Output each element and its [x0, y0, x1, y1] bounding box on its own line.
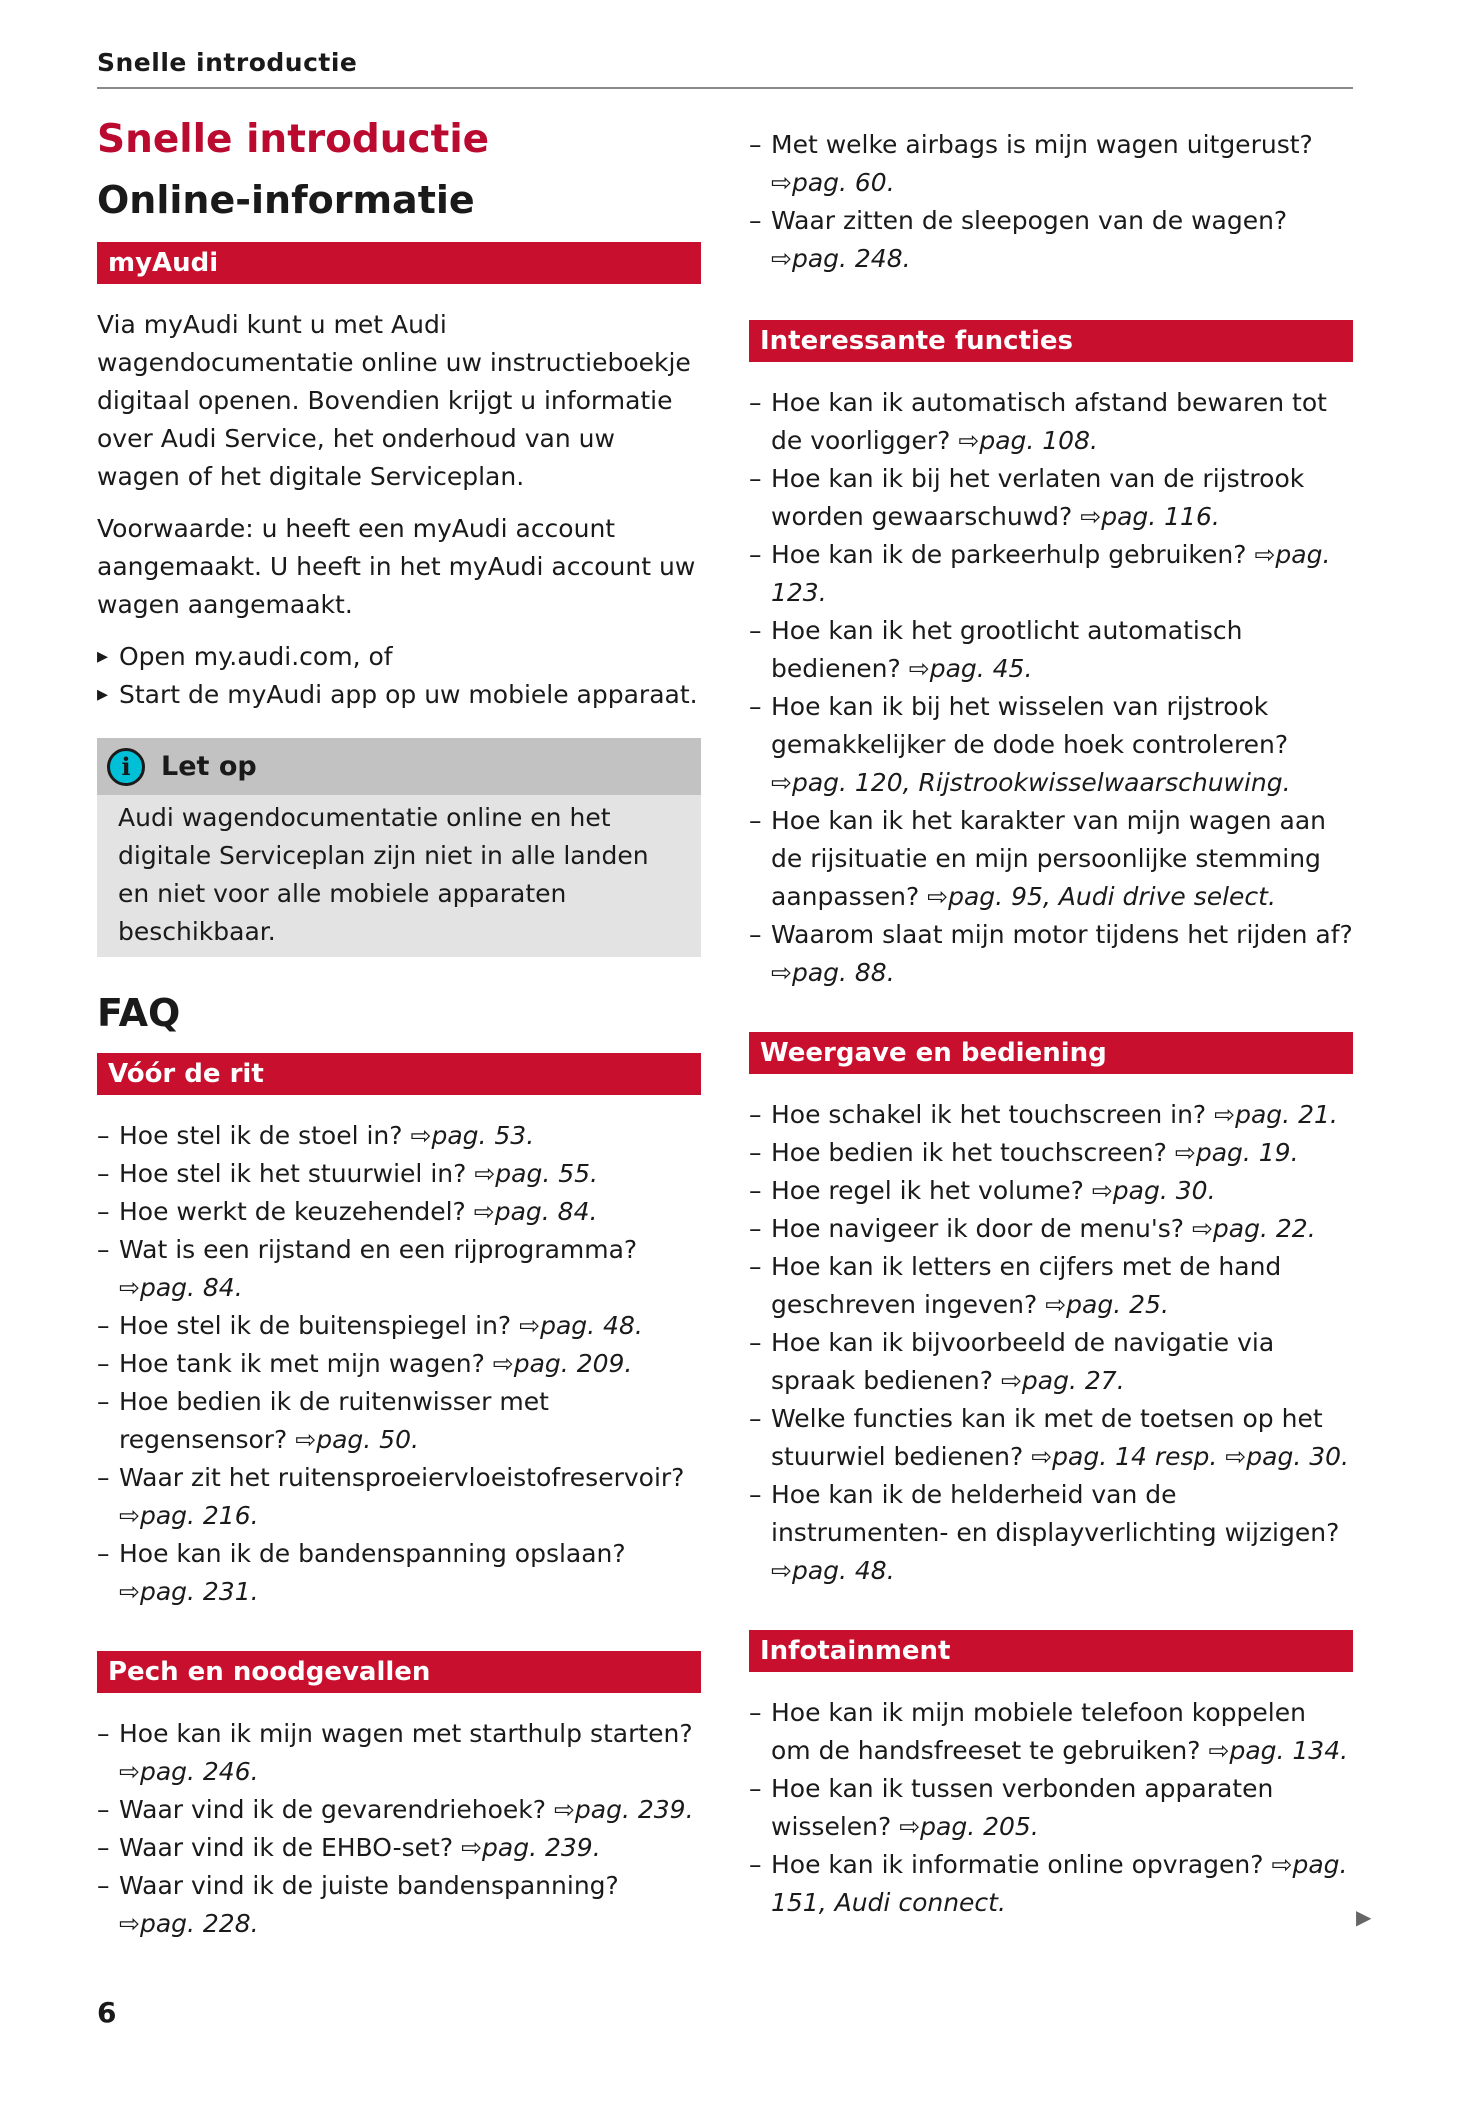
page-reference-link[interactable]: ⇨pag. 120, Rijstrookwisselwaarschuwing.	[771, 768, 1291, 797]
faq-list	[97, 1715, 701, 1943]
faq-item	[97, 1155, 701, 1193]
faq-question: Hoe stel ik de stoel in?	[119, 1121, 403, 1150]
faq-list	[749, 1096, 1353, 1590]
faq-list	[749, 384, 1353, 992]
faq-question: Waar zitten de sleepogen van de wagen?	[771, 206, 1288, 235]
faq-item	[749, 1096, 1353, 1134]
faq-question: Hoe werkt de keuzehendel?	[119, 1197, 466, 1226]
left-column	[97, 118, 701, 1983]
faq-item	[749, 1694, 1353, 1770]
page-reference-link[interactable]: ⇨pag. 19.	[1174, 1138, 1299, 1167]
faq-item	[749, 1846, 1353, 1922]
faq-item	[749, 1134, 1353, 1172]
faq-item	[749, 1210, 1353, 1248]
page-reference-link[interactable]: ⇨pag. 108.	[958, 426, 1098, 455]
faq-question: Hoe kan ik de parkeerhulp gebruiken?	[771, 540, 1247, 569]
faq-item	[97, 1829, 701, 1867]
faq-item	[97, 1383, 701, 1459]
faq-question: Hoe kan ik mijn wagen met starthulp starten?	[119, 1719, 693, 1748]
step-item: ▸ Open my.audi.com, of	[97, 638, 701, 676]
page-reference-link[interactable]: ⇨pag. 60.	[771, 168, 895, 197]
faq-question: Hoe kan ik automatisch afstand bewaren tot de voorligger?	[771, 388, 1327, 455]
faq-list	[749, 126, 1353, 278]
triangle-right-icon: ▶	[1356, 1905, 1372, 1929]
page-reference-link[interactable]: ⇨pag. 116.	[1080, 502, 1220, 531]
faq-item	[97, 1193, 701, 1231]
section-title: Snelle introductie	[97, 117, 490, 162]
page-reference-link[interactable]: ⇨pag. 21.	[1214, 1100, 1338, 1129]
page-reference-link[interactable]: ⇨pag. 55.	[474, 1159, 599, 1188]
interessante-heading: Interessante functies	[749, 320, 1353, 362]
pech-heading: Pech en noodgevallen	[97, 1651, 701, 1693]
faq-item	[749, 802, 1353, 916]
right-column	[749, 126, 1353, 1962]
page-reference-link[interactable]: ⇨pag. 248.	[771, 244, 911, 273]
faq-question: Hoe kan ik tussen verbonden apparaten wisselen?	[771, 1774, 1274, 1841]
page-reference-link[interactable]: ⇨pag. 246.	[119, 1757, 259, 1786]
page-reference-link[interactable]: ⇨pag. 48.	[771, 1556, 895, 1585]
faq-question: Hoe schakel ik het touchscreen in?	[771, 1100, 1207, 1129]
page-reference-link[interactable]: ⇨pag. 14 resp. ⇨pag. 30.	[1031, 1442, 1349, 1471]
faq-item	[749, 1400, 1353, 1476]
faq-question: Hoe kan ik bijvoorbeeld de navigatie via spraak bedienen?	[771, 1328, 1275, 1395]
faq-question: Hoe kan ik letters en cijfers met de hand geschreven ingeven?	[771, 1252, 1282, 1319]
page-reference-link[interactable]: ⇨pag. 134.	[1208, 1736, 1349, 1765]
note-header	[97, 738, 701, 795]
faq-item	[97, 1715, 701, 1791]
faq-item	[749, 1172, 1353, 1210]
faq-question: Waar zit het ruitensproeiervloeistofreservoir?	[119, 1463, 685, 1492]
note-text: Audi wagendocumentatie online en het digitale Serviceplan zijn niet in alle landen en niet voor alle mobiele apparaten beschikbaar.	[118, 803, 649, 946]
faq-question: Waar vind ik de juiste bandenspanning?	[119, 1871, 619, 1900]
page-reference-link[interactable]: ⇨pag. 25.	[1045, 1290, 1169, 1319]
faq-item	[749, 1476, 1353, 1590]
faq-item	[749, 1770, 1353, 1846]
page-reference-link[interactable]: ⇨pag. 231.	[119, 1577, 259, 1606]
faq-item	[749, 1324, 1353, 1400]
faq-item	[97, 1345, 701, 1383]
page-reference-link[interactable]: ⇨pag. 50.	[295, 1425, 419, 1454]
faq-question: Hoe regel ik het volume?	[771, 1176, 1084, 1205]
faq-question: Hoe tank ik met mijn wagen?	[119, 1349, 485, 1378]
step-item: ▸ Start de myAudi app op uw mobiele apparaat.	[97, 676, 701, 714]
faq-question: Hoe kan ik de bandenspanning opslaan?	[119, 1539, 626, 1568]
faq-list	[749, 1694, 1353, 1922]
myaudi-requirement: Voorwaarde: u heeft een myAudi account aangemaakt. U heeft in het myAudi account uw wagen aangemaakt.	[97, 514, 696, 619]
faq-item	[749, 688, 1353, 802]
faq-item	[97, 1535, 701, 1611]
faq-question: Waar vind ik de gevarendriehoek?	[119, 1795, 547, 1824]
faq-question: Hoe navigeer ik door de menu's?	[771, 1214, 1185, 1243]
faq-item	[749, 126, 1353, 202]
page-reference-link[interactable]: ⇨pag. 88.	[771, 958, 895, 987]
faq-item	[97, 1791, 701, 1829]
section-subtitle: Online-informatie	[97, 178, 475, 222]
page-reference-link[interactable]: ⇨pag. 239.	[553, 1795, 694, 1824]
faq-item	[97, 1307, 701, 1345]
faq-item	[749, 612, 1353, 688]
faq-item	[97, 1117, 701, 1155]
faq-question: Hoe kan ik bij het wisselen van rijstrook gemakkelijker de dode hoek controleren?	[771, 692, 1289, 759]
faq-question: Wat is een rijstand en een rijprogramma?	[119, 1235, 638, 1264]
faq-question: Hoe kan ik het karakter van mijn wagen aan de rijsituatie en mijn persoonlijke stemming aanpassen?	[771, 806, 1326, 911]
faq-question: Hoe bedien ik het touchscreen?	[771, 1138, 1167, 1167]
page-reference-link[interactable]: ⇨pag. 216.	[119, 1501, 259, 1530]
note-box	[97, 738, 701, 957]
page-reference-link[interactable]: ⇨pag. 84.	[473, 1197, 598, 1226]
page-reference-link[interactable]: ⇨pag. 228.	[119, 1909, 259, 1938]
faq-question: Waar vind ik de EHBO-set?	[119, 1833, 454, 1862]
running-header: Snelle introductie	[97, 48, 358, 77]
voor-de-rit-heading: Vóór de rit	[97, 1053, 701, 1095]
faq-question: Hoe kan ik mijn mobiele telefoon koppelen om de handsfreeset te gebruiken?	[771, 1698, 1306, 1765]
note-title: Let op	[161, 751, 257, 782]
page-reference-link[interactable]: ⇨pag. 45.	[908, 654, 1033, 683]
page-number: 6	[97, 1996, 117, 2029]
info-icon: i	[107, 748, 145, 786]
faq-question: Welke functies kan ik met de toetsen op het stuurwiel bedienen?	[771, 1404, 1323, 1471]
page-reference-link[interactable]: ⇨pag. 84.	[119, 1273, 243, 1302]
page-reference-link[interactable]: ⇨pag. 27.	[1000, 1366, 1125, 1395]
page-reference-link[interactable]: ⇨pag. 53.	[410, 1121, 535, 1150]
faq-item	[749, 384, 1353, 460]
page-reference-link[interactable]: ⇨pag. 30.	[1091, 1176, 1216, 1205]
faq-question: Hoe kan ik de helderheid van de instrumenten- en displayverlichting wijzigen?	[771, 1480, 1340, 1547]
faq-item	[97, 1459, 701, 1535]
faq-list	[97, 1117, 701, 1611]
faq-question: Met welke airbags is mijn wagen uitgerust?	[771, 130, 1313, 159]
faq-item	[749, 1248, 1353, 1324]
weergave-heading: Weergave en bediening	[749, 1032, 1353, 1074]
page-reference-link[interactable]: ⇨pag. 95, Audi drive select.	[927, 882, 1276, 911]
page-reference-link[interactable]: ⇨pag. 205.	[899, 1812, 1039, 1841]
page-reference-link[interactable]: ⇨pag. 123.	[771, 540, 1331, 607]
faq-item	[749, 460, 1353, 536]
faq-item	[97, 1231, 701, 1307]
header-rule	[97, 87, 1353, 89]
faq-question: Hoe kan ik bij het verlaten van de rijstrook worden gewaarschuwd?	[771, 464, 1305, 531]
faq-question: Hoe stel ik het stuurwiel in?	[119, 1159, 467, 1188]
page-reference-link[interactable]: ⇨pag. 48.	[519, 1311, 643, 1340]
faq-title: FAQ	[97, 991, 181, 1035]
page-reference-link[interactable]: ⇨pag. 22.	[1191, 1214, 1316, 1243]
faq-question: Hoe stel ik de buitenspiegel in?	[119, 1311, 512, 1340]
faq-item	[97, 1867, 701, 1943]
page-reference-link[interactable]: ⇨pag. 151, Audi connect.	[771, 1850, 1348, 1917]
faq-item	[749, 536, 1353, 612]
myaudi-steps	[97, 638, 701, 714]
page-reference-link[interactable]: ⇨pag. 239.	[461, 1833, 601, 1862]
faq-item	[749, 916, 1353, 992]
faq-question: Hoe bedien ik de ruitenwisser met regensensor?	[119, 1387, 549, 1454]
faq-question: Waarom slaat mijn motor tijdens het rijden af?	[771, 920, 1353, 949]
faq-item	[749, 202, 1353, 278]
myaudi-heading: myAudi	[97, 242, 701, 284]
page-reference-link[interactable]: ⇨pag. 209.	[492, 1349, 633, 1378]
myaudi-intro: Via myAudi kunt u met Audi wagendocumentatie online uw instructieboekje digitaal openen. Bovendien krijgt u informatie over Audi Service, het onderhoud van uw wagen of het digitale Serviceplan.	[97, 310, 691, 491]
faq-question: Hoe kan ik informatie online opvragen?	[771, 1850, 1264, 1879]
faq-question: Hoe kan ik het grootlicht automatisch bedienen?	[771, 616, 1243, 683]
infotainment-heading: Infotainment	[749, 1630, 1353, 1672]
